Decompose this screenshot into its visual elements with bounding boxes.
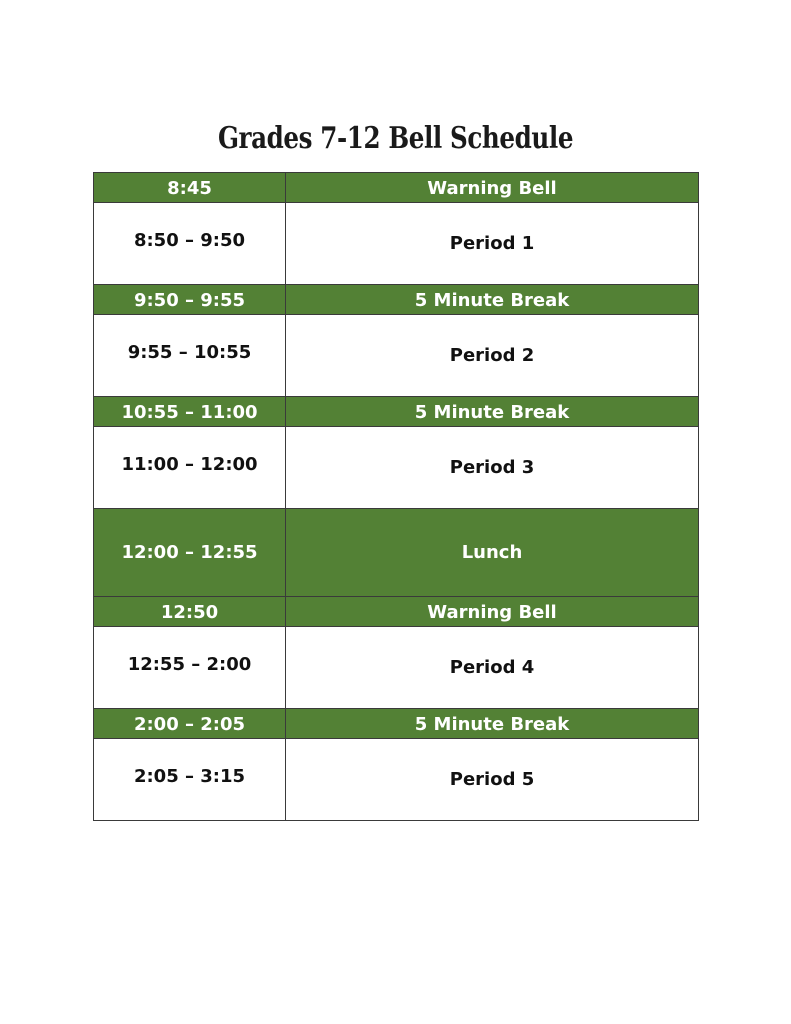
bell-schedule-table <box>93 172 699 821</box>
event-cell <box>286 315 699 397</box>
time-cell <box>94 627 286 709</box>
event-label: 5 Minute Break <box>414 714 570 735</box>
event-cell <box>286 627 699 709</box>
event-cell <box>286 427 699 509</box>
schedule-row-break-2 <box>94 397 699 427</box>
time-label: 9:55 – 10:55 <box>127 342 252 363</box>
time-cell <box>94 509 286 597</box>
schedule-row-break-3 <box>94 709 699 739</box>
time-cell <box>94 739 286 821</box>
event-cell <box>286 739 699 821</box>
time-cell <box>94 709 286 739</box>
schedule-row-period-5 <box>94 739 699 821</box>
event-cell <box>286 285 699 315</box>
event-label: Period 2 <box>449 345 535 366</box>
time-cell <box>94 597 286 627</box>
event-cell <box>286 597 699 627</box>
time-cell <box>94 427 286 509</box>
time-label: 11:00 – 12:00 <box>121 454 258 475</box>
time-label: 8:45 <box>167 178 212 199</box>
schedule-row-period-4 <box>94 627 699 709</box>
event-label: Warning Bell <box>427 602 557 623</box>
schedule-row-period-1 <box>94 203 699 285</box>
event-cell <box>286 709 699 739</box>
schedule-row-warning-bell-2 <box>94 597 699 627</box>
event-label: Period 4 <box>449 657 535 678</box>
time-label: 12:00 – 12:55 <box>121 542 258 563</box>
schedule-row-period-2 <box>94 315 699 397</box>
time-label: 12:50 <box>160 602 219 623</box>
event-cell <box>286 509 699 597</box>
time-cell <box>94 173 286 203</box>
event-label: Warning Bell <box>427 178 557 199</box>
time-label: 9:50 – 9:55 <box>133 290 246 311</box>
time-label: 2:05 – 3:15 <box>133 766 246 787</box>
time-label: 10:55 – 11:00 <box>121 402 258 423</box>
event-label: Lunch <box>461 542 523 563</box>
time-cell <box>94 203 286 285</box>
event-cell <box>286 203 699 285</box>
time-label: 12:55 – 2:00 <box>127 654 252 675</box>
schedule-row-period-3 <box>94 427 699 509</box>
event-cell <box>286 173 699 203</box>
schedule-row-break-1 <box>94 285 699 315</box>
time-label: 8:50 – 9:50 <box>133 230 246 251</box>
event-label: 5 Minute Break <box>414 402 570 423</box>
schedule-row-warning-bell <box>94 173 699 203</box>
event-label: Period 1 <box>449 233 535 254</box>
event-cell <box>286 397 699 427</box>
event-label: Period 5 <box>449 769 535 790</box>
time-cell <box>94 397 286 427</box>
event-label: Period 3 <box>449 457 535 478</box>
time-cell <box>94 285 286 315</box>
page-title: Grades 7-12 Bell Schedule <box>217 121 574 156</box>
event-label: 5 Minute Break <box>414 290 570 311</box>
schedule-row-lunch <box>94 509 699 597</box>
time-cell <box>94 315 286 397</box>
time-label: 2:00 – 2:05 <box>133 714 246 735</box>
